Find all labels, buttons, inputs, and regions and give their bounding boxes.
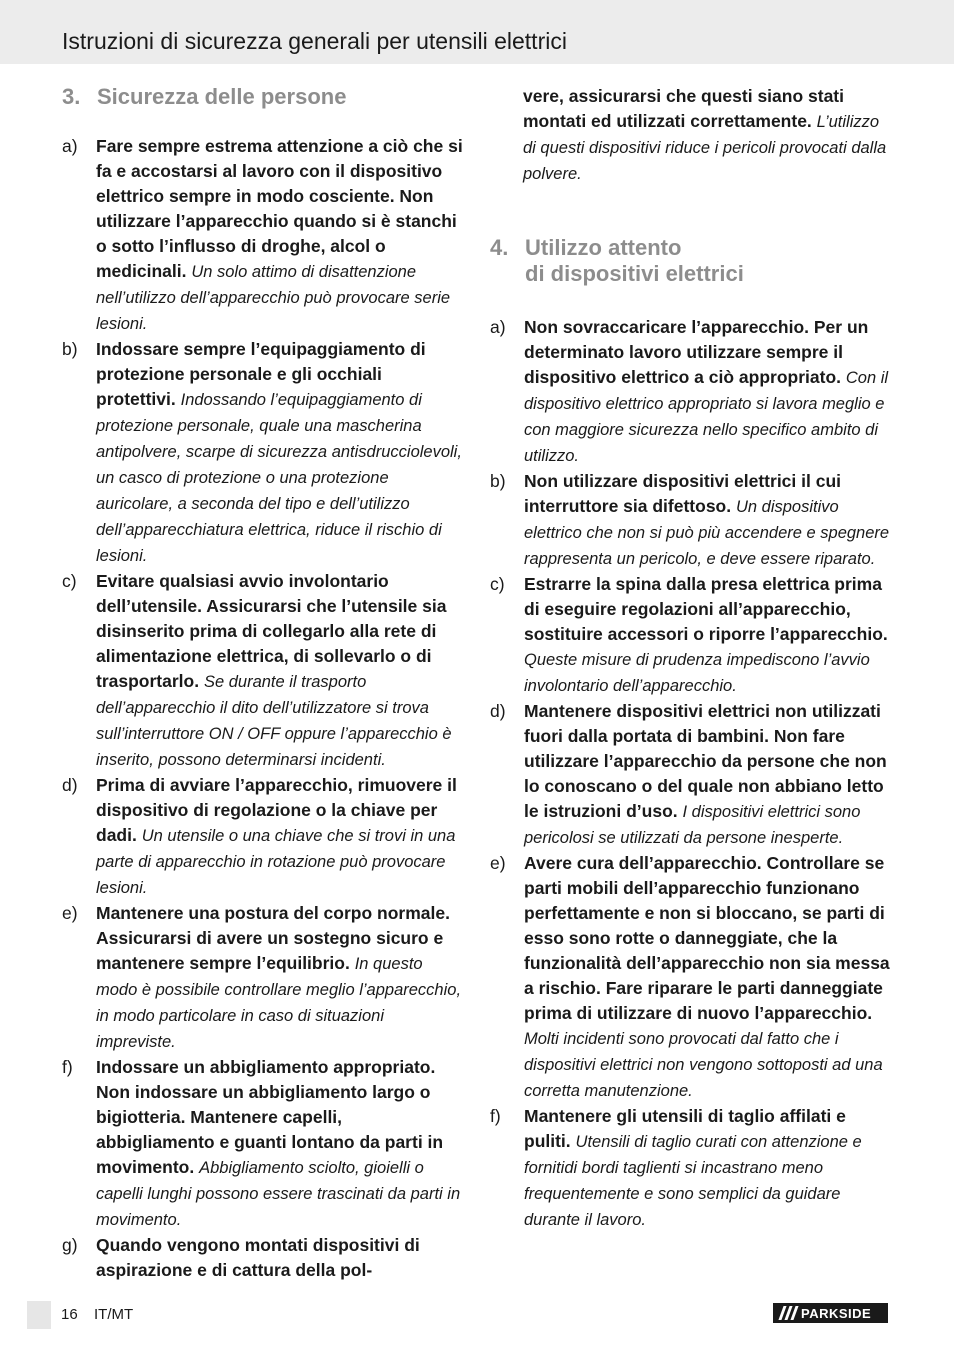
item-letter: d) — [62, 775, 78, 795]
list-item — [490, 572, 892, 699]
item-text — [96, 1233, 464, 1283]
list-item — [490, 1104, 892, 1233]
list-item — [62, 134, 464, 337]
list-item — [62, 1055, 464, 1233]
footer-tab — [27, 1301, 51, 1329]
section-heading — [490, 235, 892, 287]
left-column — [62, 84, 464, 1283]
item-bold-text: Estrarre la spina dalla presa elettrica prima di eseguire regolazioni all’apparecchio, sostituire accessori o riporre l’apparecchio. — [524, 574, 888, 644]
item-bold-text: Indossare sempre l’equipaggiamento di protezione personale e gli occhiali protettivi. — [96, 339, 426, 409]
list-item — [490, 699, 892, 851]
item-letter: f) — [62, 1057, 73, 1077]
list-item — [490, 851, 892, 1104]
item-italic-text: Se durante il trasporto dell’apparecchio il dito dell’utilizzatore si trova sull’interruttore ON / OFF oppure l’apparecchio è inserito, possono determinarsi incidenti. — [96, 673, 452, 769]
item-letter: e) — [490, 853, 506, 873]
item-text — [96, 337, 464, 569]
item-bold-text: Evitare qualsiasi avvio involontario dell’utensile. Assicurarsi che l’utensile sia disinserito prima di collegarlo alla rete di alimentazione elettrica, di sollevarlo o di trasportarlo. — [96, 571, 447, 691]
item-text — [96, 773, 464, 901]
item-bold-text: Non utilizzare dispositivi elettrici il cui interruttore sia difettoso. — [524, 471, 842, 516]
item-italic-text: Con il dispositivo elettrico appropriato si lavora meglio e con maggiore sicurezza nello specifico ambito di utilizzo. — [524, 369, 889, 465]
item-letter: a) — [490, 317, 506, 337]
section-title-line: Utilizzo attento — [525, 235, 682, 260]
section-title — [525, 235, 744, 287]
item-italic-text: Utensili di taglio curati con attenzione e fornitidi bordi taglienti si incastrano meno frequentemente e sono semplici da guidare durante il lavoro. — [524, 1133, 862, 1229]
logo-stripes-icon — [781, 1306, 796, 1320]
item-italic-text: Molti incidenti sono provocati dal fatto che i dispositivi elettrici non vengono sottoposti ad una corretta manutenzione. — [524, 1030, 883, 1100]
item-italic-text: In questo modo è possibile controllare meglio l’apparecchio, in modo particolare in caso di situazioni impreviste. — [96, 955, 462, 1051]
list-item — [62, 337, 464, 569]
item-text — [96, 901, 464, 1055]
item-text — [524, 469, 892, 572]
item-bold-text: Fare sempre estrema attenzione a ciò che si fa e accostarsi al lavoro con il dispositivo elettrico sempre in modo cosciente. Non utilizzare l’apparecchio quando si è stanchi o sotto l’influsso di droghe, alcol o medicinali. — [96, 136, 463, 281]
list-item — [62, 773, 464, 901]
item-letter: f) — [490, 1106, 501, 1126]
item-text — [524, 699, 892, 851]
item-text — [524, 315, 892, 469]
brand-name: PARKSIDE — [801, 1305, 872, 1321]
list-item — [490, 469, 892, 572]
language-code: IT/MT — [94, 1306, 134, 1323]
item-letter: d) — [490, 701, 506, 721]
item-italic-text: I dispositivi elettrici sono pericolosi se utilizzati da persone inesperte. — [524, 803, 861, 847]
item-bold-text: Quando vengono montati dispositivi di aspirazione e di cattura della pol- — [96, 1235, 420, 1280]
section-title: Sicurezza delle persone — [97, 84, 347, 109]
list-item — [490, 315, 892, 469]
item-letter: b) — [62, 339, 78, 359]
continued-italic-text: L’utilizzo di questi dispositivi riduce i pericoli provocati dalla polvere. — [523, 113, 887, 183]
item-text — [96, 569, 464, 773]
item-text — [524, 851, 892, 1104]
section-number: 3. — [62, 84, 81, 109]
item-italic-text: Un dispositivo elettrico che non si può più accendere e spegnere rappresenta un pericolo, e deve essere riparato. — [524, 498, 890, 568]
item-bold-text: Non sovraccaricare l’apparecchio. Per un determinato lavoro utilizzare sempre il dispositivo elettrico a ciò appropriato. — [524, 317, 869, 387]
item-text — [96, 1055, 464, 1233]
page-number: 16 — [61, 1306, 78, 1323]
item-bold-text: Indossare un abbigliamento appropriato. Non indossare un abbigliamento largo o bigiotteria. Mantenere capelli, abbigliamento e guanti lontano da parti in movimento. — [96, 1057, 444, 1177]
item-text — [524, 1104, 892, 1233]
item-italic-text: Indossando l’equipaggiamento di protezione personale, quale una mascherina antipolvere, scarpe di sicurezza antisdrucciolevoli, un casco di protezione o una protezione auricolare, a seconda del tipo e dell’utilizzo dell’apparecchiatura elettrica, riduce il rischio di lesioni. — [96, 391, 462, 565]
item-letter: c) — [62, 571, 77, 591]
item-bold-text: Prima di avviare l’apparecchio, rimuovere il dispositivo di regolazione o la chiave per dadi. — [96, 775, 457, 845]
section-number: 4. — [490, 235, 509, 260]
list-item — [62, 901, 464, 1055]
item-letter: b) — [490, 471, 506, 491]
item-italic-text: Un utensile o una chiave che si trovi in una parte di apparecchio in rotazione può provocare lesioni. — [96, 827, 456, 897]
brand-logo — [773, 1303, 888, 1323]
item-bold-text: Avere cura dell’apparecchio. Controllare se parti mobili dell’apparecchio funzionano perfettamente e non si bloccano, se parti di esso sono rotte o danneggiate, che la funzionalità dell’apparecchio non sia messa a rischio. Fare riparare le parti danneggiate prima di utilizzare di nuovo l’apparecchio. — [524, 853, 890, 1023]
continued-bold-text: vere, assicurarsi che questi siano stati montati ed utilizzati correttamente. — [523, 86, 844, 131]
list-item — [62, 1233, 464, 1283]
item-letter: a) — [62, 136, 78, 156]
item-letter: e) — [62, 903, 78, 923]
item-text — [524, 572, 892, 699]
section-title-line: di dispositivi elettrici — [525, 261, 744, 286]
item-bold-text: Mantenere gli utensili di taglio affilati e puliti. — [524, 1106, 846, 1151]
right-column — [490, 84, 892, 1233]
page-title: Istruzioni di sicurezza generali per utensili elettrici — [62, 28, 567, 54]
section-heading — [62, 84, 464, 110]
item-italic-text: Queste misure di prudenza impediscono l’avvio involontario dell’apparecchio. — [524, 651, 870, 695]
item-bold-text: Mantenere una postura del corpo normale. Assicurarsi di avere un sostegno sicuro e mantenere sempre l’equilibrio. — [96, 903, 450, 973]
item-italic-text: Un solo attimo di disattenzione nell’utilizzo dell’apparecchio può provocare serie lesioni. — [96, 263, 451, 333]
item-letter: c) — [490, 574, 505, 594]
item-text — [96, 134, 464, 337]
item-letter: g) — [62, 1235, 78, 1255]
continued-text — [523, 84, 892, 187]
list-item — [62, 569, 464, 773]
item-bold-text: Mantenere dispositivi elettrici non utilizzati fuori dalla portata di bambini. Non fare utilizzare l’apparecchio da persone che non lo conoscano o del quale non abbiano letto le istruzioni d’uso. — [524, 701, 887, 821]
item-italic-text: Abbigliamento sciolto, gioielli o capelli lunghi possono essere trascinati da parti in movimento. — [96, 1159, 461, 1229]
